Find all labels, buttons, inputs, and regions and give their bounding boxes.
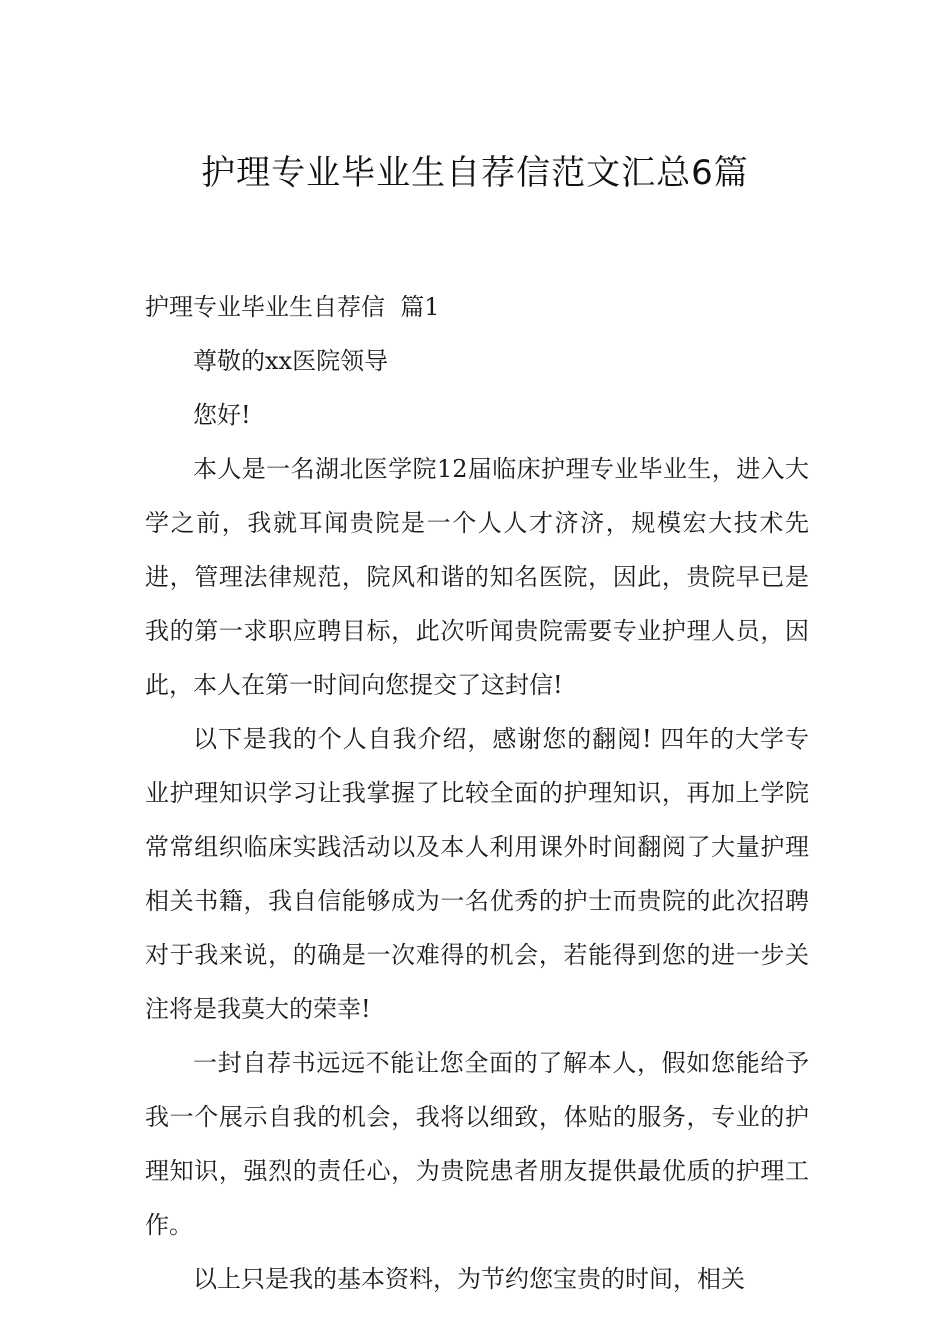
- section-heading: 护理专业毕业生自荐信 篇1: [145, 293, 440, 321]
- greeting: 您好!: [193, 401, 251, 429]
- body-paragraph-self-introduction: 以下是我的个人自我介绍，感谢您的翻阅! 四年的大学专业护理知识学习让我掌握了比较全面的护理知识，再加上学院常常组织临床实践活动以及本人利用课外时间翻阅了大量护理相关书籍，我自信能够成为一名优秀的护士而贵院的此次招聘对于我来说，的确是一次难得的机会，若能得到您的进一步关注将是我莫大的荣幸!: [145, 725, 809, 1023]
- document-title: 护理专业毕业生自荐信范文汇总6篇: [201, 152, 749, 193]
- body-paragraph-request: 一封自荐书远远不能让您全面的了解本人，假如您能给予我一个展示自我的机会，我将以细致，体贴的服务，专业的护理知识，强烈的责任心，为贵院患者朋友提供最优质的护理工作。: [145, 1049, 809, 1239]
- document-body: [145, 280, 809, 1306]
- body-paragraph-intro: 本人是一名湖北医学院12届临床护理专业毕业生，进入大学之前，我就耳闻贵院是一个人人才济济，规模宏大技术先进，管理法律规范，院风和谐的知名医院，因此，贵院早已是我的第一求职应聘目标，此次听闻贵院需要专业护理人员，因此，本人在第一时间向您提交了这封信!: [145, 455, 809, 699]
- salutation: 尊敬的xx医院领导: [193, 347, 389, 375]
- body-paragraph-closing: 以上只是我的基本资料，为节约您宝贵的时间，相关: [193, 1265, 745, 1293]
